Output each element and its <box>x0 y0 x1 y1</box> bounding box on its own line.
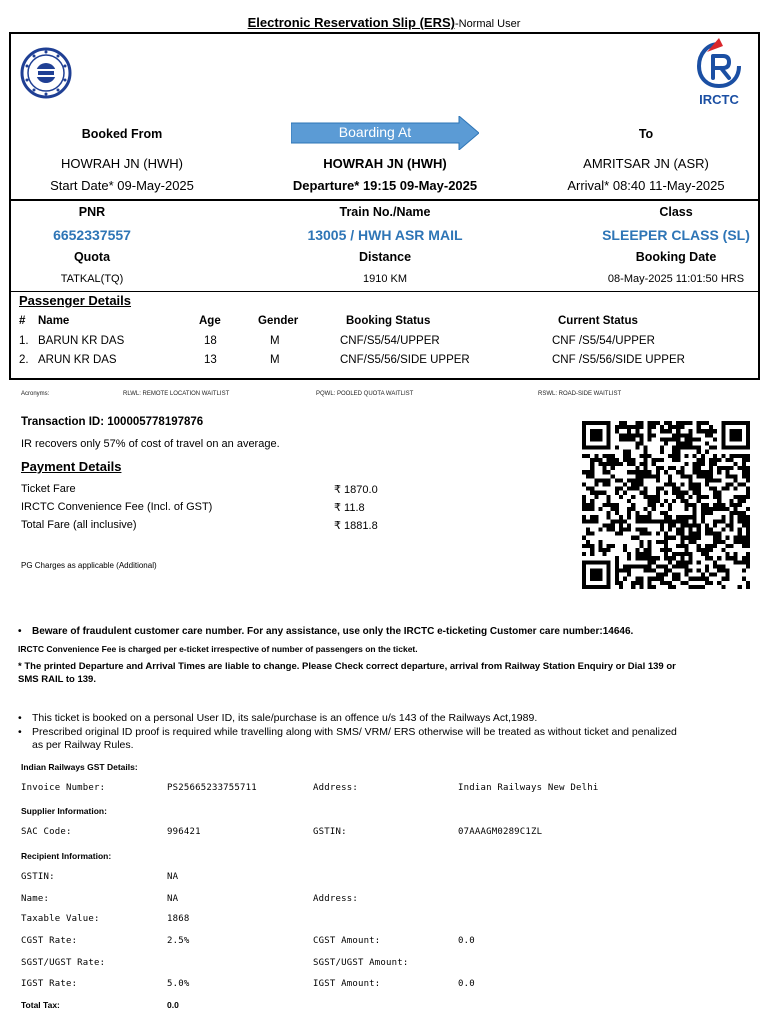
recipient-name: NA <box>167 894 179 904</box>
transaction-id: Transaction ID: 100005778197876 <box>21 416 204 428</box>
passenger-age: 13 <box>204 354 217 366</box>
igst-rate: 5.0% <box>167 979 190 989</box>
supplier-gstin-label: GSTIN: <box>313 827 347 837</box>
total-fare-label: Total Fare (all inclusive) <box>21 519 137 531</box>
from-station: HOWRAH JN (HWH) <box>60 156 184 171</box>
irctc-logo-icon <box>693 36 745 108</box>
col-gender: Gender <box>258 315 299 327</box>
sac-code: 996421 <box>167 827 201 837</box>
cgst-amount-label: CGST Amount: <box>313 936 381 946</box>
id-proof-notice-line2: as per Railway Rules. <box>32 739 134 751</box>
table-row <box>19 335 759 353</box>
pnr-value: 6652337557 <box>53 227 131 243</box>
passenger-age: 18 <box>204 335 217 347</box>
booking-date-value: 08-May-2025 11:01:50 HRS <box>607 273 745 285</box>
distance-value: 1910 KM <box>362 273 408 285</box>
convenience-fee-value: ₹ 11.8 <box>334 502 365 514</box>
class-label: Class <box>659 205 693 219</box>
booking-status: CNF/S5/56/SIDE UPPER <box>340 354 470 366</box>
boarding-at-label: Boarding At <box>338 124 412 140</box>
supplier-gstin: 07AAAGM0289C1ZL <box>458 827 543 837</box>
qr-code <box>582 420 750 590</box>
booking-date-label: Booking Date <box>635 250 717 264</box>
cgst-amount: 0.0 <box>458 936 475 946</box>
personal-id-notice: • This ticket is booked on a personal User ID, its sale/purchase is an offence u/s 143 of the Railways Act,1989. <box>32 712 537 724</box>
to-label: To <box>638 127 654 141</box>
sgst-rate-label: SGST/UGST Rate: <box>21 958 106 968</box>
name-label: Name: <box>21 894 50 904</box>
qr-modules <box>582 421 750 589</box>
total-tax-value: 0.0 <box>167 1000 179 1010</box>
irctc-brand-text: IRCTC <box>699 92 739 107</box>
invoice-label: Invoice Number: <box>21 783 106 793</box>
document-title <box>0 15 768 30</box>
col-name: Name <box>38 315 70 327</box>
times-notice-line1: * The printed Departure and Arrival Times are liable to change. Please Check correct departure, arrival from Railway Station Enquiry or Dial 139 or <box>18 661 676 672</box>
recipient-gstin-label: GSTIN: <box>21 872 55 882</box>
ticket-fare-label: Ticket Fare <box>21 483 76 495</box>
passenger-gender: M <box>270 354 280 366</box>
quota-label: Quota <box>73 250 111 264</box>
col-booking-status: Booking Status <box>346 315 431 327</box>
start-date: Start Date* 09-May-2025 <box>50 178 194 193</box>
col-current-status: Current Status <box>558 315 638 327</box>
current-status: CNF /S5/56/SIDE UPPER <box>552 354 685 366</box>
total-fare-value: ₹ 1881.8 <box>334 520 378 532</box>
taxable-label: Taxable Value: <box>21 914 100 924</box>
convenience-fee-label: IRCTC Convenience Fee (Incl. of GST) <box>21 501 213 513</box>
ticket-fare-value: ₹ 1870.0 <box>334 484 378 496</box>
sgst-amount-label: SGST/UGST Amount: <box>313 958 409 968</box>
igst-amount-label: IGST Amount: <box>313 979 381 989</box>
acronym-pqwl: PQWL: POOLED QUOTA WAITLIST <box>316 391 414 397</box>
total-tax-label: Total Tax: <box>21 1000 60 1010</box>
passenger-details-title: Passenger Details <box>19 293 132 308</box>
pnr-label: PNR <box>78 205 106 219</box>
class-value: SLEEPER CLASS (SL) <box>602 227 750 243</box>
id-proof-notice-line1: • Prescribed original ID proof is required while travelling along with SMS/ VRM/ ERS otherwise will be treated as without ticket and penalized <box>32 726 677 738</box>
recipient-gstin: NA <box>167 872 179 882</box>
acronym-rswl: RSWL: ROAD-SIDE WAITLIST <box>538 391 622 397</box>
supplier-info-title: Supplier Information: <box>21 806 107 816</box>
taxable-value: 1868 <box>167 914 190 924</box>
passenger-gender: M <box>270 335 280 347</box>
quota-value: TATKAL(TQ) <box>60 273 124 285</box>
booking-status: CNF/S5/54/UPPER <box>340 335 440 347</box>
invoice-number: PS25665233755711 <box>167 783 257 793</box>
current-status: CNF /S5/54/UPPER <box>552 335 655 347</box>
acronym-rlwl: RLWL: REMOTE LOCATION WAITLIST <box>123 391 230 397</box>
pg-charges-note: PG Charges as applicable (Additional) <box>21 561 157 570</box>
row-num: 2. <box>19 354 29 366</box>
arrival-time: Arrival* 08:40 11-May-2025 <box>567 178 725 193</box>
beware-notice: • Beware of fraudulent customer care number. For any assistance, use only the IRCTC e-ticketing Customer care number:14646. <box>32 626 633 637</box>
cgst-rate-label: CGST Rate: <box>21 936 78 946</box>
to-station: AMRITSAR JN (ASR) <box>583 156 709 171</box>
gst-title: Indian Railways GST Details: <box>21 762 138 772</box>
row-num: 1. <box>19 335 29 347</box>
convenience-fee-notice: IRCTC Convenience Fee is charged per e-ticket irrespective of number of passengers on the ticket. <box>18 644 418 654</box>
ers-subtitle: -Normal User <box>454 18 521 30</box>
acronyms-label: Acronyms: <box>21 391 50 397</box>
departure-time: Departure* 19:15 09-May-2025 <box>292 178 478 193</box>
igst-amount: 0.0 <box>458 979 475 989</box>
sac-label: SAC Code: <box>21 827 72 837</box>
table-row <box>19 354 759 372</box>
recovery-note: IR recovers only 57% of cost of travel on an average. <box>21 438 280 450</box>
times-notice-line2: SMS RAIL to 139. <box>18 674 96 685</box>
address-label: Address: <box>313 783 358 793</box>
passenger-name: ARUN KR DAS <box>38 354 117 366</box>
ers-title: Electronic Reservation Slip (ERS) <box>247 15 455 30</box>
igst-rate-label: IGST Rate: <box>21 979 78 989</box>
booked-from-label: Booked From <box>81 127 163 141</box>
recipient-address-label: Address: <box>313 894 358 904</box>
col-num: # <box>19 315 26 327</box>
payment-details-title: Payment Details <box>21 459 122 474</box>
distance-label: Distance <box>358 250 412 264</box>
col-age: Age <box>199 315 221 327</box>
passenger-header-row <box>19 315 759 333</box>
boarding-station: HOWRAH JN (HWH) <box>323 156 447 171</box>
train-label: Train No./Name <box>339 205 431 219</box>
address-value: Indian Railways New Delhi <box>458 783 599 793</box>
recipient-info-title: Recipient Information: <box>21 851 112 861</box>
cgst-rate: 2.5% <box>167 936 190 946</box>
indian-railways-logo-icon <box>17 47 75 99</box>
passenger-name: BARUN KR DAS <box>38 335 125 347</box>
train-value: 13005 / HWH ASR MAIL <box>307 227 463 243</box>
